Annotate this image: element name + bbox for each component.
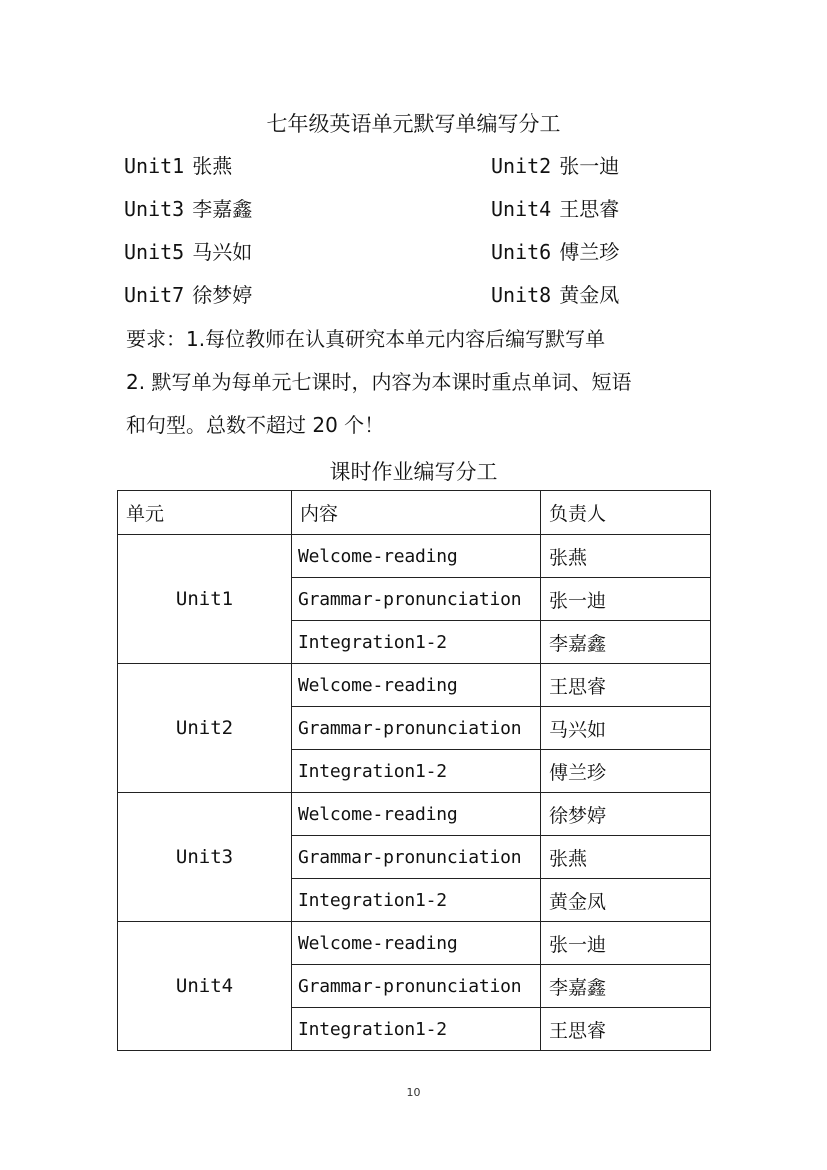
assignment-name: 李嘉鑫 (192, 197, 253, 221)
assignment-unit: Unit3 (124, 197, 185, 221)
requirement-line: 要求：1.每位教师在认真研究本单元内容后编写默写单 (126, 327, 606, 351)
header-unit: 单元 (118, 491, 292, 535)
assignment-name: 马兴如 (192, 240, 253, 264)
assignment-unit: Unit2 (491, 154, 552, 178)
page-title: 七年级英语单元默写单编写分工 (266, 112, 561, 136)
content-cell: Integration1-2 (292, 750, 541, 793)
assignment-item (491, 237, 619, 267)
person-cell: 黄金凤 (541, 879, 711, 922)
assignment-item (491, 194, 619, 224)
person-cell: 王思睿 (541, 1008, 711, 1051)
assignment-name: 张燕 (192, 154, 233, 178)
content-cell: Welcome-reading (292, 664, 541, 707)
person-cell: 王思睿 (541, 664, 711, 707)
assignment-item (124, 280, 252, 310)
unit-cell: Unit4 (118, 922, 292, 1051)
assignment-item (124, 194, 252, 224)
assignment-name: 黄金凤 (559, 283, 620, 307)
person-cell: 李嘉鑫 (541, 621, 711, 664)
content-cell: Welcome-reading (292, 793, 541, 836)
content-cell: Welcome-reading (292, 922, 541, 965)
unit-cell: Unit3 (118, 793, 292, 922)
assignment-name: 傅兰珍 (559, 240, 620, 264)
requirement-line: 和句型。总数不超过 20 个！ (126, 413, 385, 437)
assignment-table (117, 490, 711, 1051)
person-cell: 李嘉鑫 (541, 965, 711, 1008)
person-cell: 傅兰珍 (541, 750, 711, 793)
person-cell: 张一迪 (541, 922, 711, 965)
header-content: 内容 (292, 491, 541, 535)
assignment-unit: Unit5 (124, 240, 185, 264)
person-cell: 马兴如 (541, 707, 711, 750)
content-cell: Integration1-2 (292, 879, 541, 922)
unit-cell: Unit2 (118, 664, 292, 793)
assignment-unit: Unit4 (491, 197, 552, 221)
assignment-name: 徐梦婷 (192, 283, 253, 307)
assignment-unit: Unit8 (491, 283, 552, 307)
assignment-unit: Unit7 (124, 283, 185, 307)
assignment-unit: Unit6 (491, 240, 552, 264)
table-row (118, 535, 711, 578)
unit-cell: Unit1 (118, 535, 292, 664)
content-cell: Grammar-pronunciation (292, 965, 541, 1008)
person-cell: 徐梦婷 (541, 793, 711, 836)
person-cell: 张一迪 (541, 578, 711, 621)
content-cell: Welcome-reading (292, 535, 541, 578)
content-cell: Grammar-pronunciation (292, 707, 541, 750)
assignment-item (491, 151, 619, 181)
content-cell: Integration1-2 (292, 621, 541, 664)
content-cell: Grammar-pronunciation (292, 578, 541, 621)
person-cell: 张燕 (541, 535, 711, 578)
page-number: 10 (406, 1086, 421, 1099)
header-person: 负责人 (541, 491, 711, 535)
table-row (118, 664, 711, 707)
requirement-line: 2. 默写单为每单元七课时，内容为本课时重点单词、短语 (126, 370, 632, 394)
assignment-item (124, 237, 252, 267)
person-cell: 张燕 (541, 836, 711, 879)
assignment-name: 王思睿 (559, 197, 620, 221)
table-row (118, 922, 711, 965)
assignment-item (491, 280, 619, 310)
content-cell: Integration1-2 (292, 1008, 541, 1051)
content-cell: Grammar-pronunciation (292, 836, 541, 879)
assignment-item (124, 151, 232, 181)
table-title: 课时作业编写分工 (329, 460, 498, 484)
assignment-unit: Unit1 (124, 154, 185, 178)
table-row (118, 793, 711, 836)
assignment-name: 张一迪 (559, 154, 620, 178)
table-header-row (118, 491, 711, 535)
